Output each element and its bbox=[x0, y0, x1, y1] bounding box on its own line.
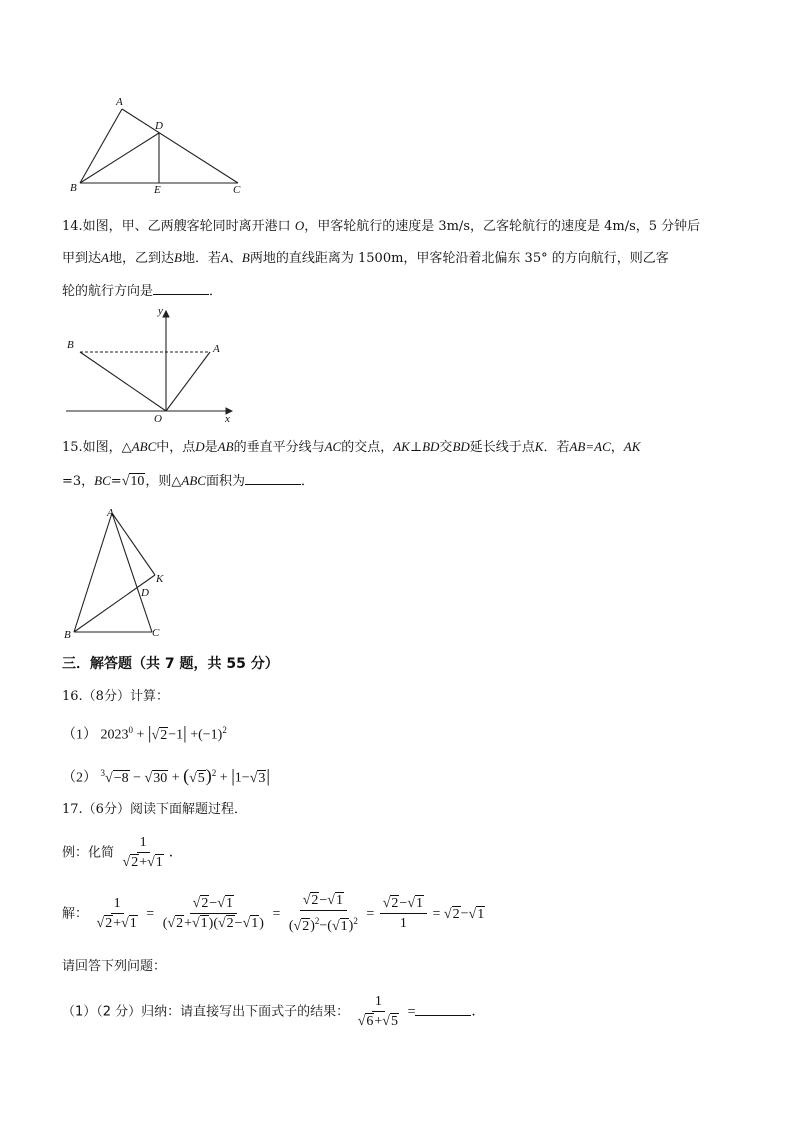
label-y: y bbox=[158, 305, 163, 317]
label-d: D bbox=[155, 120, 163, 132]
label-a: A bbox=[107, 507, 114, 519]
label-c: C bbox=[233, 184, 241, 196]
sqrt-10: √10 bbox=[121, 474, 145, 489]
label-a: A bbox=[213, 343, 220, 355]
label-b: B bbox=[67, 339, 74, 351]
label-k: K bbox=[156, 573, 164, 585]
figure-q14 bbox=[60, 305, 240, 415]
q16-part1: （1） $2023^0 + |√2-1| +(-1)^2$ bbox=[62, 722, 227, 743]
q17-head: 17.（6分）阅读下面解题过程． bbox=[62, 802, 247, 817]
q16-head: 16.（8分）计算： bbox=[62, 689, 169, 704]
label-x: x bbox=[225, 413, 230, 425]
answer-blank bbox=[415, 1003, 471, 1016]
label-b: B bbox=[64, 629, 71, 641]
section-heading: 三．解答题（共 7 题，共 55 分） bbox=[62, 656, 279, 672]
q17-example: 例：化简 $\frac{1}{√2+√1}$ ． bbox=[62, 835, 183, 870]
q17-solution: 解： $\frac{1}{√2+√1}$ = $\frac{√2-√1}{(√2+√1)(√2-√1)}$ = $\frac{√2-√1}{(√2)^2-(√1)^2}$ = $\frac{√2-√1}{1}$ = √2−√1 bbox=[62, 893, 485, 934]
q15-line1: 15.如图，△ABC中，点D是AB的垂直平分线与AC的交点，AK⊥BD交BD延长线于点K．若AB=AC，AK bbox=[62, 439, 641, 455]
q17-part1: （1）（2 分）归纳：请直接写出下面式子的结果： $\frac{1}{√6+√5}$ = ． bbox=[62, 994, 486, 1029]
q15-line2: =3，BC=√10，则△ABC面积为 ． bbox=[62, 473, 314, 489]
figure-q15 bbox=[60, 505, 170, 640]
answer-blank bbox=[245, 472, 301, 485]
q16-part2: （2） $^3√-8 - √30 + (√5)^2 + |1-√3|$ bbox=[62, 765, 270, 786]
label-a: A bbox=[116, 96, 123, 108]
label-c: C bbox=[152, 627, 160, 639]
label-d: D bbox=[141, 587, 149, 599]
q14-line2: 甲到达A地，乙到达B地．若A、B两地的直线距离为 1500m，甲客轮沿着北偏东 35° 的方向航行，则乙客 bbox=[62, 250, 669, 266]
label-b: B bbox=[70, 182, 77, 194]
answer-blank bbox=[153, 282, 209, 295]
label-o: O bbox=[154, 413, 162, 425]
q17-prompt: 请回答下列问题： bbox=[62, 959, 167, 974]
label-e: E bbox=[154, 184, 161, 196]
q14-line3: 轮的航行方向是 ． bbox=[62, 284, 223, 299]
q14-line1: 14.如图，甲、乙两艘客轮同时离开港口 O，甲客轮航行的速度是 3m/s，乙客轮航行的速度是 4m/s，5 分钟后 bbox=[62, 218, 701, 234]
